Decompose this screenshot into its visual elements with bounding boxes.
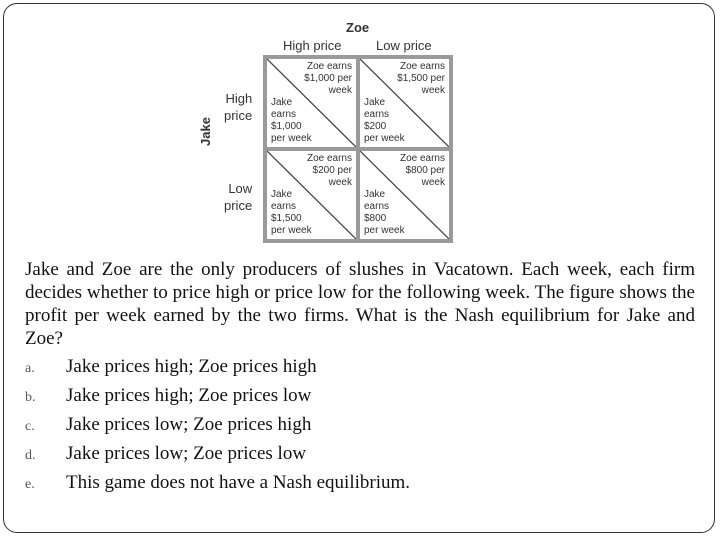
option-letter: b. bbox=[25, 390, 36, 405]
option-letter: d. bbox=[25, 448, 36, 463]
payoff-matrix bbox=[263, 55, 453, 243]
jake-payoff-line: per week bbox=[271, 133, 312, 144]
option-text: This game does not have a Nash equilibrium. bbox=[66, 472, 411, 493]
jake-payoff-line: $800 bbox=[364, 213, 387, 224]
jake-payoff-line: per week bbox=[364, 225, 405, 236]
jake-payoff bbox=[271, 97, 312, 145]
jake-payoff bbox=[271, 189, 312, 237]
jake-payoff-line: $1,500 bbox=[271, 213, 302, 224]
question-text: Jake and Zoe are the only producers of slushes in Vacatown. Each week, each firm decides whether to price high or price low for the following week. The figure shows the profit per week earned by the two firms. What is the Nash equilibrium for Jake and Zoe? bbox=[25, 259, 695, 349]
answer-option-a[interactable] bbox=[25, 355, 317, 381]
zoe-payoff-line: Zoe earns bbox=[399, 153, 445, 164]
jake-payoff-line: Jake bbox=[271, 97, 293, 108]
jake-payoff-line: per week bbox=[271, 225, 312, 236]
zoe-payoff bbox=[400, 153, 445, 189]
zoe-payoff-line: week bbox=[328, 177, 352, 188]
answer-option-c[interactable] bbox=[25, 413, 311, 439]
zoe-payoff bbox=[304, 61, 352, 97]
zoe-payoff-line: Zoe earns bbox=[306, 153, 352, 164]
jake-payoff bbox=[364, 189, 405, 237]
jake-payoff-line: earns bbox=[364, 201, 390, 212]
zoe-payoff-line: week bbox=[421, 177, 445, 188]
row-strategy-low bbox=[224, 180, 252, 214]
column-strategy-high: High price bbox=[283, 38, 342, 53]
option-text: Jake prices low; Zoe prices high bbox=[66, 414, 312, 435]
answer-option-b[interactable] bbox=[25, 384, 311, 410]
jake-payoff-line: $1,000 bbox=[271, 121, 302, 132]
jake-payoff-line: per week bbox=[364, 133, 405, 144]
row-strategy-high-line2: price bbox=[224, 108, 253, 123]
zoe-payoff-line: $1,000 per bbox=[304, 73, 352, 84]
jake-payoff-line: Jake bbox=[271, 189, 293, 200]
zoe-payoff-line: $200 per bbox=[312, 165, 352, 176]
zoe-payoff-line: Zoe earns bbox=[399, 61, 445, 72]
row-strategy-low-line1: Low bbox=[228, 181, 253, 196]
option-text: Jake prices high; Zoe prices high bbox=[66, 356, 317, 377]
row-strategy-high bbox=[224, 90, 252, 124]
option-letter: a. bbox=[25, 361, 35, 376]
zoe-payoff-line: Zoe earns bbox=[306, 61, 352, 72]
jake-payoff-line: Jake bbox=[364, 97, 386, 108]
row-strategy-low-line2: price bbox=[224, 198, 253, 213]
answer-option-e[interactable] bbox=[25, 471, 410, 497]
jake-payoff bbox=[364, 97, 405, 145]
jake-payoff-line: earns bbox=[271, 109, 297, 120]
payoff-cell-high-high bbox=[267, 59, 356, 147]
answer-option-d[interactable] bbox=[25, 442, 306, 468]
zoe-payoff-line: $1,500 per bbox=[397, 73, 445, 84]
column-player-label: Zoe bbox=[346, 20, 370, 35]
jake-payoff-line: earns bbox=[271, 201, 297, 212]
zoe-payoff bbox=[397, 61, 445, 97]
payoff-cell-high-low bbox=[360, 59, 449, 147]
payoff-cell-low-low bbox=[360, 151, 449, 239]
column-strategy-low: Low price bbox=[376, 38, 432, 53]
row-strategy-high-line1: High bbox=[225, 91, 253, 106]
zoe-payoff bbox=[307, 153, 352, 189]
zoe-payoff-line: $800 per bbox=[405, 165, 445, 176]
option-letter: e. bbox=[25, 477, 35, 492]
zoe-payoff-line: week bbox=[421, 85, 445, 96]
zoe-payoff-line: week bbox=[328, 85, 352, 96]
payoff-cell-low-high bbox=[267, 151, 356, 239]
jake-payoff-line: earns bbox=[364, 109, 390, 120]
option-text: Jake prices low; Zoe prices low bbox=[66, 443, 307, 464]
jake-payoff-line: Jake bbox=[364, 189, 386, 200]
option-letter: c. bbox=[25, 419, 35, 434]
row-player-label: Jake bbox=[198, 117, 213, 146]
jake-payoff-line: $200 bbox=[364, 121, 387, 132]
option-text: Jake prices high; Zoe prices low bbox=[66, 385, 312, 406]
